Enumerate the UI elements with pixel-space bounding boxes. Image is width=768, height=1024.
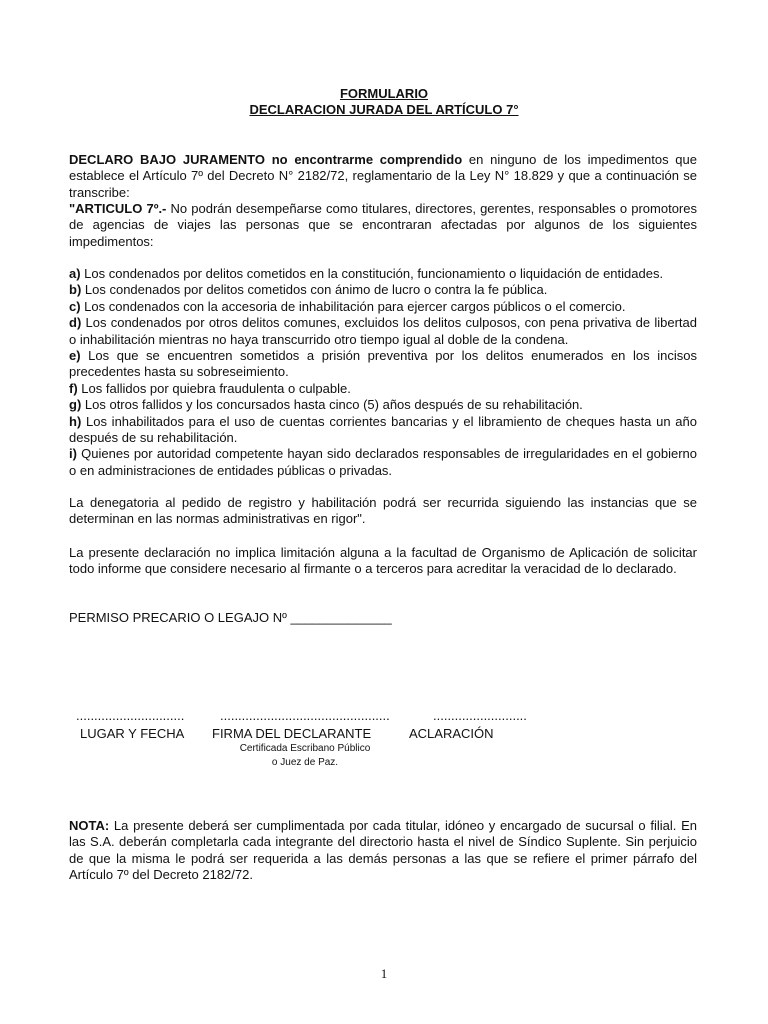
item-letter: d) [69,315,82,331]
nota-paragraph [69,818,697,884]
signature-firma [212,708,390,770]
signature-lugar [76,708,184,742]
item-text: Los que se encuentren sometidos a prisión preventiva por los delitos enumerados en los incisos precedentes hasta su sobreseimiento. [69,348,697,380]
item-text: Quienes por autoridad competente hayan sido declarados responsables de irregularidades en el gobierno o en administraciones de entidades públicas o privadas. [69,446,697,478]
firma-note-juez: o Juez de Paz. [271,757,339,768]
item-letter: i) [69,446,77,462]
list-item [69,266,697,282]
item-text: Los condenados con la accesoria de inhabilitación para ejercer cargos públicos o el comercio. [80,298,626,314]
item-letter: f) [69,380,78,396]
impediments-list [69,266,697,479]
item-text: Los fallidos por quiebra fraudulenta o culpable. [77,380,351,396]
title-declaracion: DECLARACION JURADA DEL ARTÍCULO 7° [249,102,519,117]
item-letter: e) [69,348,81,364]
permiso-legajo-field: PERMISO PRECARIO O LEGAJO Nº ______________ [69,610,392,625]
article-text: No podrán desempeñarse como titulares, directores, gerentes, responsables o promotores de agencias de viajes las personas que se encontraran afectadas por algunos de los siguientes impedimentos: [69,201,697,249]
nota-bold: NOTA: [69,818,110,833]
list-item [69,381,697,397]
article-bold: "ARTICULO 7º.- [69,201,167,216]
list-item [69,414,697,447]
item-text: Los condenados por otros delitos comunes, excluidos los delitos culposos, con pena privativa de libertad o inhabilitación mientras no haya transcurrido otro tiempo igual al doble de la condena. [69,315,697,347]
firma-note-escribano: Certificada Escribano Público [239,743,371,754]
document-title [0,86,768,118]
aclaracion-dots: .......................... [433,708,527,723]
denegatoria-paragraph: La denegatoria al pedido de registro y habilitación podrá ser recurrida siguiendo las instancias que se determinan en las normas administrativas en rigor". [69,495,697,527]
page-number: 1 [380,966,388,981]
presente-paragraph: La presente declaración no implica limitación alguna a la facultad de Organismo de Aplicación de solicitar todo informe que considere necesario al firmante o a terceros para acreditar la veracidad de lo declarado. [69,545,697,577]
list-item [69,315,697,348]
aclaracion-label: ACLARACIÓN [409,726,494,741]
list-item [69,446,697,479]
item-text: Los condenados por delitos cometidos en la constitución, funcionamiento o liquidación de entidades. [80,266,664,281]
signature-aclaracion [409,708,527,742]
nota-text: La presente deberá ser cumplimentada por cada titular, idóneo y encargado de sucursal o filial. En las S.A. deberán completarla cada integrante del directorio hasta el nivel de Síndico Suplente. Sin perjuicio de que la misma le podrá ser requerida a las demás personas a las que se refiere el primer párrafo del Artículo 7º del Decreto 2182/72. [69,818,697,883]
list-item [69,299,697,315]
item-letter: b) [69,282,82,298]
item-letter: a) [69,266,81,281]
item-letter: c) [69,298,81,314]
item-text: Los otros fallidos y los concursados hasta cinco (5) años después de su rehabilitación. [81,397,583,413]
intro-paragraph [69,152,697,201]
list-item [69,348,697,381]
item-letter: g) [69,397,82,413]
signature-row [0,708,768,778]
intro-bold: DECLARO BAJO JURAMENTO no encontrarme comprendido [69,152,463,167]
lugar-label: LUGAR Y FECHA [80,726,185,741]
item-letter: h) [69,413,82,429]
firma-label: FIRMA DEL DECLARANTE [212,726,372,741]
intro-text: en ninguno de los impedimentos que establece el Artículo 7º del Decreto N° 2182/72, reglamentario de la Ley N° 18.829 y que a continuación se transcribe: [69,152,697,200]
item-text: Los inhabilitados para el uso de cuentas corrientes bancarias y el libramiento de cheques hasta un año después de su rehabilitación. [69,413,697,446]
firma-dots: ............................................... [220,708,390,723]
title-formulario: FORMULARIO [339,86,429,101]
item-text: Los condenados por delitos cometidos con ánimo de lucro o contra la fe pública. [81,282,548,298]
list-item [69,397,697,413]
list-item [69,282,697,298]
lugar-dots: .............................. [76,708,185,723]
article-paragraph [69,201,697,250]
